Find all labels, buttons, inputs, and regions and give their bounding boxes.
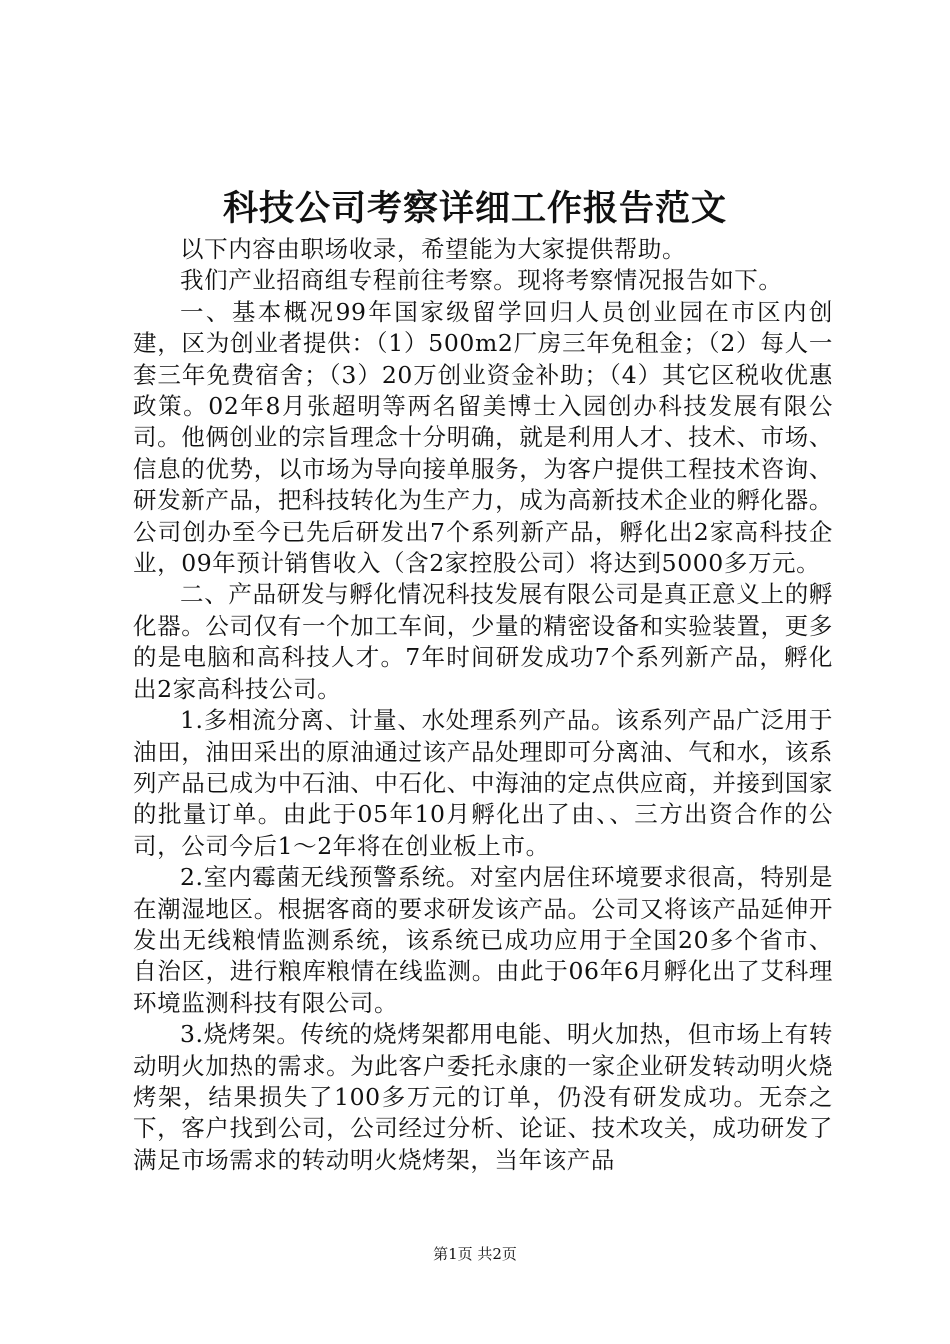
document-body	[133, 234, 833, 1176]
paragraph-intro: 以下内容由职场收录，希望能为大家提供帮助。	[180, 235, 687, 263]
paragraph-product-2: 2.室内霉菌无线预警系统。对室内居住环境要求很高，特别是在潮湿地区。根据客商的要求研发该产品。公司又将该产品延伸开发出无线粮情监测系统，该系统已成功应用于全国20多个省市、自治区，进行粮库粮情在线监测。由此于06年6月孵化出了艾科理环境监测科技有限公司。	[133, 863, 833, 1017]
page-number-footer: 第1页 共2页	[433, 1245, 517, 1263]
paragraph-product-1: 1.多相流分离、计量、水处理系列产品。该系列产品广泛用于油田，油田采出的原油通过该产品处理即可分离油、气和水，该系列产品已成为中石油、中石化、中海油的定点供应商，并接到国家的批量订单。由此于05年10月孵化出了由、、三方出资合作的公司，公司今后1～2年将在创业板上市。	[133, 706, 833, 860]
document-title: 科技公司考察详细工作报告范文	[222, 188, 727, 229]
paragraph-incubation: 二、产品研发与孵化情况科技发展有限公司是真正意义上的孵化器。公司仅有一个加工车间，少量的精密设备和实验装置，更多的是电脑和高科技人才。7年时间研发成功7个系列新产品，孵化出2家高科技公司。	[133, 580, 833, 703]
paragraph-product-3: 3.烧烤架。传统的烧烤架都用电能、明火加热，但市场上有转动明火加热的需求。为此客户委托永康的一家企业研发转动明火烧烤架，结果损失了100多万元的订单，仍没有研发成功。无奈之下，客户找到公司，公司经过分析、论证、技术攻关，成功研发了满足市场需求的转动明火烧烤架，当年该产品	[133, 1020, 833, 1174]
paragraph-overview: 一、基本概况99年国家级留学回归人员创业园在市区内创建，区为创业者提供：（1）500m2厂房三年免租金；（2）每人一套三年免费宿舍；（3）20万创业资金补助；（4）其它区税收优惠政策。02年8月张超明等两名留美博士入园创办科技发展有限公司。他俩创业的宗旨理念十分明确，就是利用人才、技术、市场、信息的优势，以市场为导向接单服务，为客户提供工程技术咨询、研发新产品，把科技转化为生产力，成为高新技术企业的孵化器。公司创办至今已先后研发出7个系列新产品，孵化出2家高科技企业，09年预计销售收入（含2家控股公司）将达到5000多万元。	[133, 297, 833, 578]
paragraph-purpose: 我们产业招商组专程前往考察。现将考察情况报告如下。	[180, 266, 783, 295]
